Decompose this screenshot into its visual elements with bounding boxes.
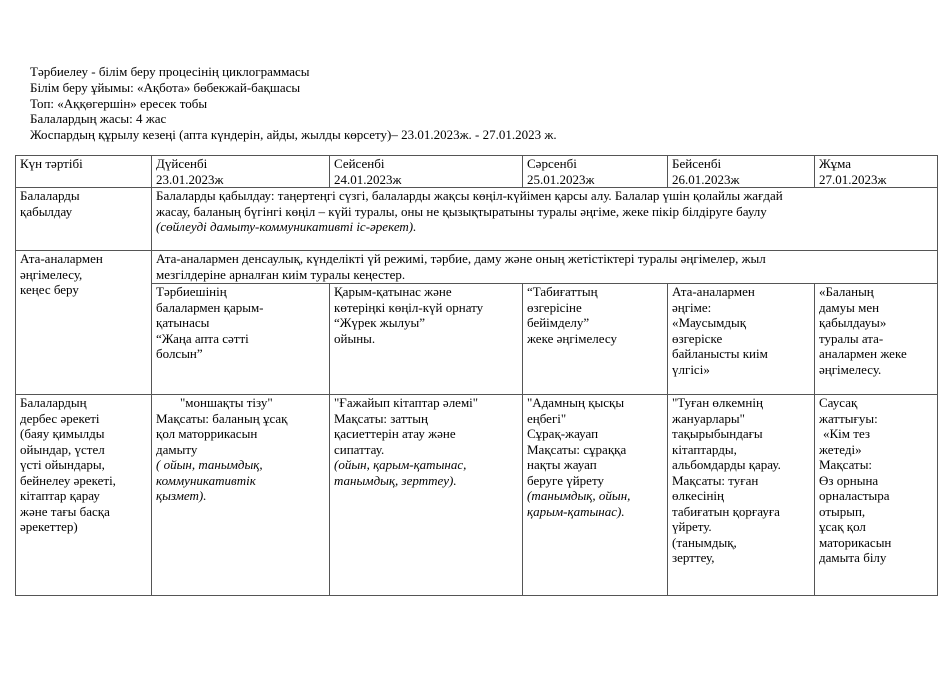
day-name: Сейсенбі — [334, 156, 385, 171]
text-line: әңгіме: — [672, 299, 712, 315]
text-line: «Маусымдық — [672, 315, 747, 330]
text-line: өзгеріске — [672, 330, 723, 346]
day-name: Дүйсенбі — [156, 156, 208, 171]
row-label-line: үсті ойындары, — [20, 457, 105, 472]
activity-tuesday — [330, 395, 523, 596]
text-line: өлкесінің — [672, 488, 724, 503]
text-line: "Адамның қысқы — [527, 395, 625, 410]
parents-monday — [152, 284, 330, 395]
activity-note: қарым-қатынас). — [527, 503, 625, 519]
table-header-row — [16, 156, 938, 188]
text-line: Ата-аналармен денсаулық, күнделікті үй режимі, тәрбие, даму және оның жетістіктері туралы әңгімелер, жыл — [156, 251, 766, 266]
text-line: зерттеу, — [672, 550, 715, 565]
text-line: Мақсаты: заттың — [334, 410, 428, 426]
text-line: еңбегі" — [527, 410, 567, 426]
text-line: «Баланың — [819, 284, 874, 299]
text-line: байланысты киім — [672, 346, 768, 361]
activity-note: (сөйлеуді дамыту-коммуникативті іс-әрекет). — [156, 219, 417, 234]
row-label-line: және тағы басқа — [20, 503, 110, 519]
text-line: ойыны. — [334, 330, 376, 346]
header-group: Топ: «Аққөгершін» ересек тобы — [30, 95, 208, 111]
text-line: отырып, — [819, 503, 866, 519]
row-label-line: кеңес беру — [20, 282, 79, 297]
row-label-line: Ата-аналармен — [20, 251, 103, 266]
parents-wednesday — [523, 284, 668, 395]
row-label-line: бейнелеу әрекеті, — [20, 472, 116, 488]
text-line: өзгерісіне — [527, 299, 582, 315]
row-label-independent-activity — [16, 395, 152, 596]
parents-tuesday — [330, 284, 523, 395]
header-cell-monday — [152, 156, 330, 188]
header-cell-friday — [815, 156, 938, 188]
text-line: маторикасын — [819, 534, 892, 550]
text-line: Сұрақ-жауап — [527, 426, 599, 441]
activity-note: қызмет). — [156, 488, 207, 503]
day-name: Бейсенбі — [672, 156, 722, 171]
text-line: Саусақ — [819, 395, 858, 410]
header-cell-thursday — [668, 156, 815, 188]
text-line: қабылдауы» — [819, 315, 887, 330]
text-line: туралы ата- — [819, 330, 884, 346]
text-line: қол маторрикасын — [156, 426, 258, 441]
text-line: ұсақ қол — [819, 519, 866, 534]
activity-wednesday — [523, 395, 668, 596]
cyclogram-table — [15, 155, 938, 596]
text-line: жасау, баланың бүгінгі көңіл – күйі туралы, оны не қызықтыратыны туралы әңгіме, жеке пікір білдіруге баулу — [156, 203, 767, 219]
document-header — [30, 64, 930, 143]
header-cell-label: Күн тәртібі — [20, 156, 83, 171]
day-date: 25.01.2023ж — [527, 171, 595, 187]
header-organization: Білім беру ұйымы: «Ақбота» бөбекжай-бақшасы — [30, 79, 301, 95]
row-label-reception — [16, 188, 152, 251]
text-line: Мақсаты: — [819, 457, 873, 472]
activity-note: ( ойын, танымдық, — [156, 457, 263, 472]
text-line: Балаларды қабылдау: таңертеңгі сүзгі, балаларды жақсы көңіл-күйімен қарсы алу. Балалар үшін қолайлы жағдай — [156, 188, 783, 203]
reception-description — [152, 188, 938, 251]
text-line: Ата-аналармен — [672, 284, 755, 299]
day-name: Жұма — [819, 156, 852, 171]
activity-friday — [815, 395, 938, 596]
text-line: (танымдық, — [672, 534, 737, 550]
header-title: Тәрбиелеу - білім беру процесінің циклограммасы — [30, 64, 310, 79]
row-label-line: қабылдау — [20, 203, 73, 219]
row-label-line: ойындар, үстел — [20, 441, 105, 457]
activity-thursday — [668, 395, 815, 596]
table-row-reception — [16, 188, 938, 251]
text-line: “Табиғаттың — [527, 284, 598, 299]
text-line: “Жаңа апта сәтті — [156, 330, 249, 346]
text-line: «Кім тез — [823, 426, 871, 441]
activity-title: "Ғажайып кітаптар әлемі" — [334, 395, 479, 410]
row-label-line: Балаларды — [20, 188, 80, 203]
row-label-line: дербес әрекеті — [20, 410, 100, 426]
activity-title: "моншақты тізу" — [180, 395, 273, 410]
text-line: әңгімелесу. — [819, 361, 882, 377]
row-label-parents — [16, 251, 152, 395]
day-name: Сәрсенбі — [527, 156, 577, 171]
text-line: тақырыбындағы — [672, 426, 763, 441]
text-line: беруге үйрету — [527, 472, 604, 488]
row-label-line: (баяу қимылды — [20, 426, 105, 441]
text-line: Тәрбиешінің — [156, 284, 227, 299]
text-line: қасиеттерін атау және — [334, 426, 456, 441]
text-line: Мақсаты: сұраққа — [527, 441, 627, 457]
text-line: Өз орнына — [819, 472, 879, 488]
text-line: альбомдарды қарау. — [672, 457, 781, 472]
text-line: болсын” — [156, 346, 203, 361]
row-label-line: кітаптар қарау — [20, 488, 100, 503]
table-row-parents — [16, 251, 938, 284]
text-line: сипаттау. — [334, 441, 385, 457]
text-line: табиғатын қорғауға — [672, 503, 780, 519]
header-age: Балалардың жасы: 4 жас — [30, 111, 167, 127]
row-label-line: Балалардың — [20, 395, 87, 410]
text-line: “Жүрек жылуы” — [334, 315, 425, 330]
text-line: мезгілдеріне арналған киім туралы кеңестер. — [156, 266, 406, 282]
text-line: үлгісі» — [672, 361, 710, 377]
text-line: аналармен жеке — [819, 346, 907, 361]
header-cell-wednesday — [523, 156, 668, 188]
text-line: көтеріңкі көңіл-күй орнату — [334, 299, 484, 315]
activity-note: танымдық, зерттеу). — [334, 472, 457, 488]
text-line: жануарлары" — [672, 410, 745, 426]
text-line: "Туған өлкемнің — [672, 395, 763, 410]
text-line: дамуы мен — [819, 299, 880, 315]
text-line: балалармен қарым- — [156, 299, 264, 315]
text-line: орналастыра — [819, 488, 890, 503]
header-cell-schedule — [16, 156, 152, 188]
row-label-line: әрекеттер) — [20, 519, 78, 534]
parents-thursday — [668, 284, 815, 395]
activity-note: (ойын, қарым-қатынас, — [334, 457, 467, 472]
text-line: кітаптарды, — [672, 441, 737, 457]
text-line: Мақсаты: туған — [672, 472, 759, 488]
day-date: 24.01.2023ж — [334, 171, 402, 187]
text-line: жетеді» — [819, 441, 862, 457]
text-line: бейімделу” — [527, 315, 590, 330]
activity-note: (танымдық, ойын, — [527, 488, 631, 503]
activity-monday — [152, 395, 330, 596]
text-line: дамыту — [156, 441, 198, 457]
text-line: үйрету. — [672, 519, 712, 534]
row-label-line: әңгімелесу, — [20, 266, 83, 282]
text-line: қатынасы — [156, 315, 210, 330]
day-date: 26.01.2023ж — [672, 171, 740, 187]
text-line: дамыта білу — [819, 550, 887, 565]
header-cell-tuesday — [330, 156, 523, 188]
day-date: 27.01.2023ж — [819, 171, 887, 187]
text-line: Қарым-қатынас және — [334, 284, 452, 299]
text-line: Мақсаты: баланың ұсақ — [156, 410, 288, 426]
day-date: 23.01.2023ж — [156, 171, 224, 187]
activity-note: коммуникативтік — [156, 472, 256, 488]
text-line: жаттығуы: — [819, 410, 878, 426]
table-row-independent-activity — [16, 395, 938, 596]
parents-friday — [815, 284, 938, 395]
table-row-parents-daily — [16, 284, 938, 395]
text-line: нақты жауап — [527, 457, 597, 472]
header-period: Жоспардың құрылу кезеңі (апта күндерін, айды, жылды көрсету)– 23.01.2023ж. - 27.01.2023 ж. — [30, 127, 557, 143]
text-line: жеке әңгімелесу — [527, 330, 617, 346]
parents-description — [152, 251, 938, 284]
